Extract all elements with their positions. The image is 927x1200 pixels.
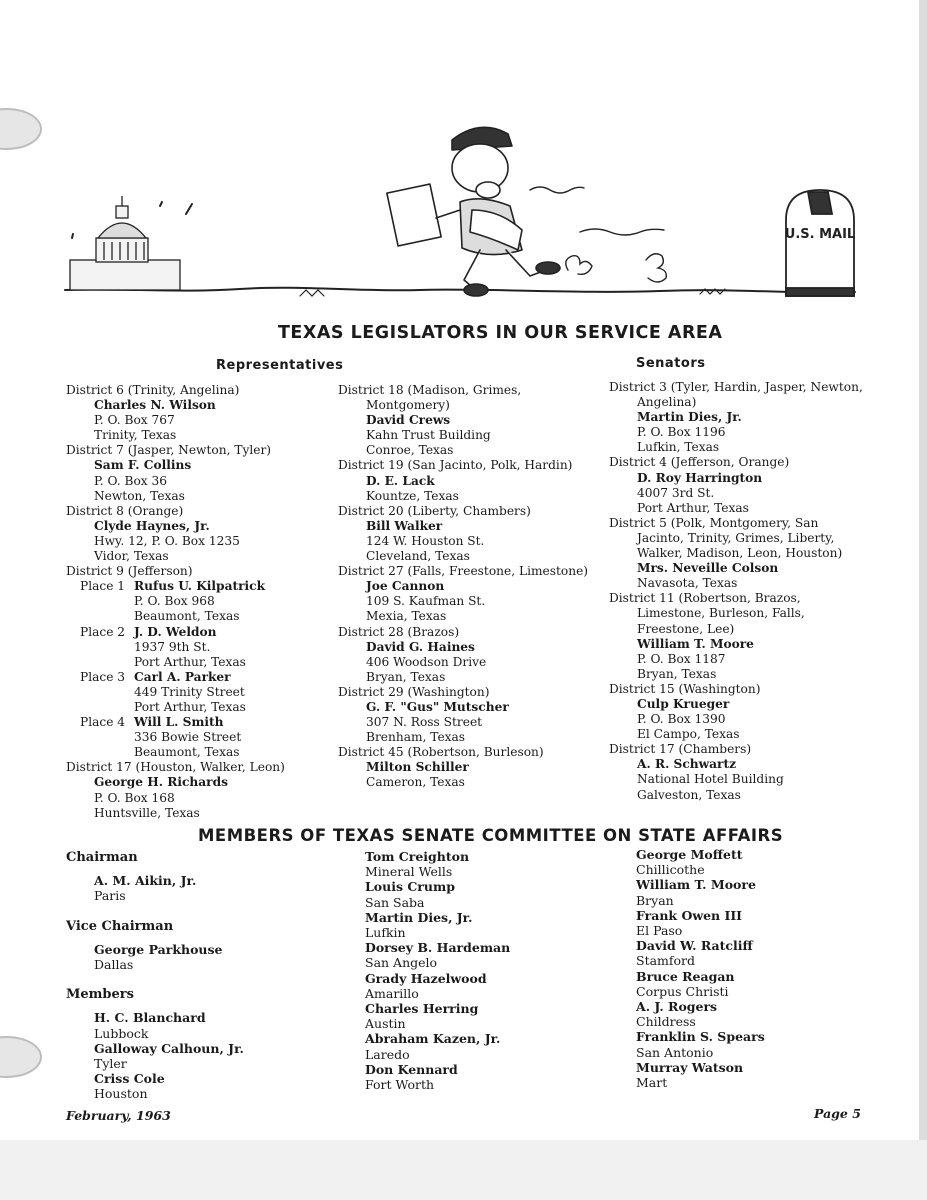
member-city: Fort Worth xyxy=(365,1077,435,1093)
address-line: Cleveland, Texas xyxy=(366,549,470,564)
address-line: Port Arthur, Texas xyxy=(637,500,749,515)
member-city: San Angelo xyxy=(365,955,438,971)
senator-entry xyxy=(609,742,865,802)
footer-page-number: Page 5 xyxy=(814,1106,861,1121)
member-name: Bruce Reagan xyxy=(636,968,735,984)
committee-column-3 xyxy=(636,847,866,1090)
address-line: P. O. Box 767 xyxy=(94,413,175,428)
address-line: 406 Woodson Drive xyxy=(366,654,487,669)
member-city: Childress xyxy=(636,1014,696,1030)
address-line: P. O. Box 168 xyxy=(94,790,175,805)
senators-column xyxy=(609,380,865,803)
member-city: Austin xyxy=(365,1016,406,1032)
district-label: District 27 (Falls, Freestone, Limestone) xyxy=(338,564,589,579)
address-line: Lufkin, Texas xyxy=(637,440,720,455)
district-label: District 5 (Polk, Montgomery, San Jacinto, Trinity, Grimes, Liberty, Walker, Madison, Leon, Houston) xyxy=(609,515,843,561)
district-label: District 8 (Orange) xyxy=(66,503,184,518)
legislator-name: David Crews xyxy=(366,413,451,428)
place-label: Place 1 xyxy=(80,579,126,594)
address-line: El Campo, Texas xyxy=(637,727,740,742)
district-label: District 3 (Tyler, Hardin, Jasper, Newton, Angelina) xyxy=(609,380,863,410)
members-heading: Members xyxy=(66,987,134,1003)
member-name: Abraham Kazen, Jr. xyxy=(365,1031,501,1047)
capitol-building-icon xyxy=(70,196,180,290)
member-city: Mineral Wells xyxy=(365,864,453,880)
address-line: P. O. Box 1390 xyxy=(637,712,726,727)
senator-name: A. R. Schwartz xyxy=(637,757,736,772)
committee-column-2 xyxy=(365,849,605,1092)
place-entry xyxy=(66,625,336,670)
footer-date: February, 1963 xyxy=(66,1108,171,1123)
district-label: District 11 (Robertson, Brazos, Limestone, Burleson, Falls, Freestone, Lee) xyxy=(609,591,805,636)
mailman-illustration xyxy=(60,110,860,315)
district-label: District 29 (Washington) xyxy=(338,684,490,699)
mailbox-sign: U.S. MAIL xyxy=(784,227,856,242)
member-city: San Antonio xyxy=(636,1044,714,1060)
address-line: 1937 9th St. xyxy=(134,639,211,654)
place-entry xyxy=(66,579,336,624)
address-line: 449 Trinity Street xyxy=(134,684,245,699)
address-line: P. O. Box 36 xyxy=(94,473,168,488)
member-city: San Saba xyxy=(365,894,425,910)
address-line: Vidor, Texas xyxy=(94,549,169,564)
representatives-heading: Representatives xyxy=(216,358,344,373)
member-name: A. J. Rogers xyxy=(636,999,718,1015)
district-label: District 6 (Trinity, Angelina) xyxy=(66,383,240,397)
rep-entry xyxy=(66,504,336,564)
legislator-name: Joe Cannon xyxy=(366,579,445,594)
address-line: P. O. Box 1196 xyxy=(637,425,726,440)
member-name: Tom Creighton xyxy=(365,849,470,864)
address-line: 124 W. Houston St. xyxy=(366,533,485,548)
senators-heading: Senators xyxy=(636,356,706,371)
legislator-name: George H. Richards xyxy=(94,775,228,790)
place-entry xyxy=(66,715,336,760)
member-city: Lufkin xyxy=(365,925,406,941)
legislator-name: Sam F. Collins xyxy=(94,458,192,473)
senator-entry xyxy=(609,682,865,742)
legislator-name: Milton Schiller xyxy=(366,760,469,775)
member-city: Amarillo xyxy=(365,985,419,1001)
place-label: Place 4 xyxy=(80,715,126,730)
member-name: Don Kennard xyxy=(365,1061,458,1077)
address-line: 109 S. Kaufman St. xyxy=(366,594,486,609)
address-line: 336 Bowie Street xyxy=(134,730,242,745)
member-name: Charles Herring xyxy=(365,1001,479,1017)
address-line: Conroe, Texas xyxy=(366,443,454,458)
member-name: A. M. Aikin, Jr. xyxy=(94,873,197,889)
member-city: Corpus Christi xyxy=(636,983,729,999)
binder-hole-top xyxy=(0,108,42,150)
member-city: Chillicothe xyxy=(636,862,705,878)
binder-hole-bottom xyxy=(0,1036,42,1078)
address-line: Bryan, Texas xyxy=(637,666,717,681)
legislator-name: Charles N. Wilson xyxy=(94,398,216,413)
member-name: Murray Watson xyxy=(636,1059,744,1075)
member-name: Dorsey B. Hardeman xyxy=(365,940,511,956)
district-label: District 20 (Liberty, Chambers) xyxy=(338,503,531,518)
mailbox-icon xyxy=(786,190,854,296)
legislator-name: Clyde Haynes, Jr. xyxy=(94,518,210,533)
rep-entry xyxy=(338,745,592,790)
address-line: Galveston, Texas xyxy=(637,787,741,802)
district-label: District 15 (Washington) xyxy=(609,681,761,696)
member-name: William T. Moore xyxy=(636,877,756,893)
rep-entry xyxy=(338,504,592,564)
district-label: District 28 (Brazos) xyxy=(338,624,460,639)
member-name: Criss Cole xyxy=(94,1071,165,1087)
legislator-name: J. D. Weldon xyxy=(134,624,217,639)
address-line: Brenham, Texas xyxy=(366,730,466,745)
member-city: Dallas xyxy=(94,957,134,973)
member-name: George Moffett xyxy=(636,847,743,862)
district-label: District 45 (Robertson, Burleson) xyxy=(338,745,544,760)
legislator-name: Rufus U. Kilpatrick xyxy=(134,579,266,594)
rep-entry xyxy=(66,760,336,820)
member-city: El Paso xyxy=(636,923,683,939)
representatives-column-1 xyxy=(66,383,336,821)
member-name: Frank Owen III xyxy=(636,907,743,923)
address-line: Bryan, Texas xyxy=(366,669,446,684)
address-line: Hwy. 12, P. O. Box 1235 xyxy=(94,533,240,548)
senator-entry xyxy=(609,455,865,515)
address-line: National Hotel Building xyxy=(637,772,784,787)
legislator-name: D. E. Lack xyxy=(366,473,435,488)
district-label: District 19 (San Jacinto, Polk, Hardin) xyxy=(338,458,573,473)
address-line: P. O. Box 968 xyxy=(134,594,215,609)
place-entry xyxy=(66,670,336,715)
member-city: Lubbock xyxy=(94,1025,149,1041)
senator-entry xyxy=(609,591,865,682)
district-label: District 18 (Madison, Grimes, Montgomery) xyxy=(338,383,522,413)
place-label: Place 3 xyxy=(80,669,126,684)
address-line: Newton, Texas xyxy=(94,488,185,503)
member-city: Tyler xyxy=(94,1056,127,1072)
address-line: P. O. Box 1187 xyxy=(637,651,726,666)
member-city: Laredo xyxy=(365,1046,410,1062)
senator-name: William T. Moore xyxy=(637,636,754,651)
address-line: 4007 3rd St. xyxy=(637,485,715,500)
member-city: Bryan xyxy=(636,892,674,908)
chairman-heading: Chairman xyxy=(66,850,138,865)
place-label: Place 2 xyxy=(80,624,126,639)
representatives-column-2 xyxy=(338,383,592,791)
address-line: Port Arthur, Texas xyxy=(134,654,246,669)
senator-name: Martin Dies, Jr. xyxy=(637,410,742,425)
address-line: Beaumont, Texas xyxy=(134,745,240,760)
senator-entry xyxy=(609,516,865,591)
member-name: George Parkhouse xyxy=(94,941,223,957)
legislator-name: Will L. Smith xyxy=(134,715,224,730)
member-city: Stamford xyxy=(636,953,696,969)
committee-column-1 xyxy=(66,850,336,1102)
address-line: Mexia, Texas xyxy=(366,609,447,624)
rep-entry xyxy=(338,458,592,503)
address-line: 307 N. Ross Street xyxy=(366,715,483,730)
member-name: Franklin S. Spears xyxy=(636,1029,765,1045)
member-name: Grady Hazelwood xyxy=(365,970,487,986)
address-line: Huntsville, Texas xyxy=(94,805,200,820)
address-line: Trinity, Texas xyxy=(94,428,177,443)
senator-name: Mrs. Neveille Colson xyxy=(637,561,779,576)
senator-entry xyxy=(609,380,865,455)
committee-title: MEMBERS OF TEXAS SENATE COMMITTEE ON STATE AFFAIRS xyxy=(198,826,784,845)
address-line: Navasota, Texas xyxy=(637,576,738,591)
member-name: H. C. Blanchard xyxy=(94,1010,206,1026)
page-bottom-band xyxy=(0,1140,927,1200)
member-name: David W. Ratcliff xyxy=(636,938,753,954)
address-line: Cameron, Texas xyxy=(366,775,465,790)
rep-entry xyxy=(338,383,592,458)
member-name: Martin Dies, Jr. xyxy=(365,909,473,925)
district-label: District 7 (Jasper, Newton, Tyler) xyxy=(66,443,272,458)
senator-name: D. Roy Harrington xyxy=(637,470,763,485)
member-city: Mart xyxy=(636,1075,668,1091)
district-label: District 17 (Houston, Walker, Leon) xyxy=(66,760,285,775)
rep-entry xyxy=(66,443,336,503)
address-line: Beaumont, Texas xyxy=(134,609,240,624)
legislator-name: G. F. "Gus" Mutscher xyxy=(366,699,509,714)
rep-entry xyxy=(66,383,336,443)
member-name: Louis Crump xyxy=(365,879,455,895)
page-title: TEXAS LEGISLATORS IN OUR SERVICE AREA xyxy=(278,323,723,343)
rep-entry xyxy=(338,685,592,745)
rep-entry xyxy=(338,564,592,624)
page-edge xyxy=(919,0,927,1200)
rep-entry xyxy=(66,564,336,760)
address-line: Port Arthur, Texas xyxy=(134,699,246,714)
rep-entry xyxy=(338,625,592,685)
district-label: District 9 (Jefferson) xyxy=(66,564,193,579)
district-label: District 17 (Chambers) xyxy=(609,742,752,757)
address-line: Kahn Trust Building xyxy=(366,428,491,443)
member-city: Houston xyxy=(94,1086,148,1102)
address-line: Kountze, Texas xyxy=(366,488,459,503)
district-label: District 4 (Jefferson, Orange) xyxy=(609,455,790,470)
mailman-figure xyxy=(387,127,560,296)
legislator-name: David G. Haines xyxy=(366,639,475,654)
member-city: Paris xyxy=(94,888,126,904)
senator-name: Culp Krueger xyxy=(637,696,730,711)
vice-chairman-heading: Vice Chairman xyxy=(66,918,174,934)
member-name: Galloway Calhoun, Jr. xyxy=(94,1040,244,1056)
legislator-name: Bill Walker xyxy=(366,518,443,533)
legislator-name: Carl A. Parker xyxy=(134,669,231,684)
